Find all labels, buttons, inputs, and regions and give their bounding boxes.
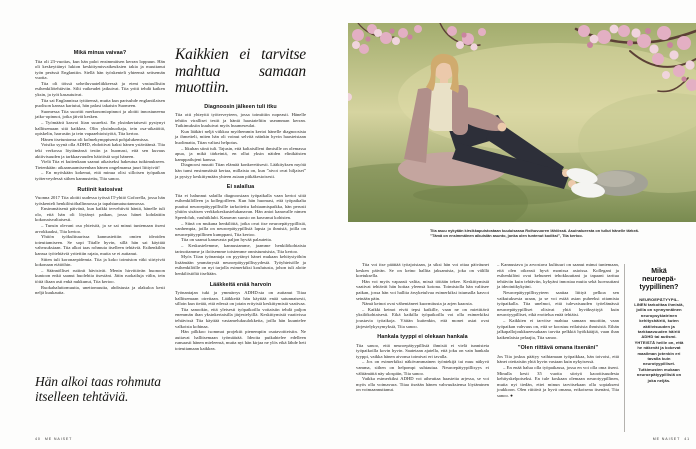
- section-body: [356, 343, 489, 393]
- paragraph: Tiia oli 23-vuotias, kun hän paloi ensimmäisen kerran loppuun. Hän oli keskeyttänyt lukion keskittymisvaikeuksien takia ja muuttanut työn perässä Englantiin. Siellä hän työskenteli yhteensä seitsemän vuotta.: [35, 58, 165, 81]
- paragraph: – Itkuhan siinä tuli. Tajusin, että kaltaisilleni ihmisille on olemassa apua, ja mikä tärkeintä, en ollut yksin näiden elinikäisten kamppailujeni kanssa.: [175, 145, 306, 162]
- section-body: [35, 59, 165, 182]
- sidebar-heading: Mikä neuroepätyypillinen?: [639, 268, 679, 292]
- paragraph: – Kaikki keinot eivät tepsi kaikille, vaan ne on mietittävä yksilökohtaisesti. Eikä kaikilla työpaikoilla voi olla esimerkiksi joustavia työaikoja. Väitän kuitenkin, että monet asiat ovat järjestelykysymyksiä, Tiia sanoo.: [356, 306, 489, 329]
- section-body: [35, 195, 165, 296]
- paragraph: Nämä keinot ovat vähentäneet kuormitusta ja arjen kaaosta.: [362, 301, 473, 307]
- page-number: 40: [35, 437, 41, 441]
- sidebar-body: NEUROEPÄTYYPILLINEN tarkoittaa ihmisiä, joilla on synnynnäinen neuropsykiatrinen kehityshäiriö, kuten aktiivisuuden ja tarkkaavuuden häiriö ADHD tai autismi. YHTEISTÄ heille on, että he näkevät ja kokevat maailman jotenkin eri tavalla kuin neurotyypilliset. Tutkimusten mukaan neuroepätyypillisiä on joka neljäs.: [634, 296, 684, 383]
- paragraph: Kun lääkäri neljä viikkoa myöhemmin kertoi hänelle diagnoosista ja ihmetteli, miten hän oli voinut selvitä näinkin hyvin haasteistaan huolimatta, Tiian valtasi helpotus.: [175, 128, 306, 145]
- paragraph: – En enää halua olla työpaikassa, jossa en voi olla oma itseni. Minulla kesti 35 vuotta siirtyä kaoottisuudesta kehityskelpoiseksi. En tule koskaan olemaan neurotyypillinen, mutta nyt tiedän, ettei minun tarvitsekaan olla sopiakseni joukkoon. Olen riittävä ja hyvä omana, erikoisena itsenäni, Tiia sanoo. ●: [497, 365, 619, 398]
- paragraph: Hänen itsetuntonsa oli kolmekymppisenä pohjalukemissa.: [41, 136, 149, 142]
- left-column-1: [35, 50, 165, 296]
- section-body: [356, 262, 489, 329]
- paragraph: Sitten tuli koronaepidemia. Tiia ja koko toimiston väki siirtyivät kokonaan etätöihin.: [35, 256, 165, 268]
- magazine-name: ME NAISET: [44, 437, 73, 441]
- paragraph: Voisiko syynä olla ADHD, ehdottivat kaksi hänen ystäväänsä. Tiia teki verkossa löytämänsä testin ja huomasi, että sen kuvaus aktiivisuuden ja tarkkaavuuden häiriöstä sopi häneen.: [35, 142, 165, 159]
- paragraph: – Kannustava ja arvostava kulttuuri on saanut minut tuntemaan, että olen oikeasti hyvä monissa asioissa. Kollegani ja esihenkilöni ovat kehuneet tehokkuuttani ja tapaani tarttua tehtäviin kuin tehtäviin, kykyäni innostaa muita sekä luovuuttani ja ideointikykyäni.: [497, 262, 619, 290]
- sidebar-factbox: [634, 268, 684, 383]
- photo: [348, 23, 696, 222]
- paragraph: Diagnoosi muutti Tiian elämää konkreettisesti. Lääkityksen myötä hän tunsi ensimmäistä kertaa, millaista on, kun ”aivot ovat hiljaiset” ja pystyy keskittymään yhteen asiaan pitkäkestoisesti.: [175, 162, 306, 179]
- paragraph: – Siinä on mukana henkilöitä, jotka ovat itse neuroepätyypillisiä, vanhempia, joilla on neuroepätyypillisiä lapsia ja ihmisiä, joilla on neuroepätyypillinen kumppani, Tiia kertoo.: [175, 220, 306, 237]
- section-body: [497, 262, 619, 340]
- paragraph: Tiia ei halunnut salailla diagnoosiaan työpaikalla vaan kertoi siitä esihenkilölleen ja kollegoilleen. Kun hän huomasi, että työpaikalta puuttui neuroepätyypillisille tarkoitettu kohtaamispaikka, hän perusti yhtiön sisäisen verkkokeskustelukanavan. Hän antoi kanavalle nimen Speedclub, vauhtiklubi. Kanavan suosio on kasvanut kohisten.: [175, 192, 306, 220]
- section-body: [175, 290, 306, 352]
- photo-illustration: [348, 23, 696, 222]
- photo-caption: Tiia asuu nykyään kirsikkapuistostaan kuuluisassa Roihuvuoren lähiössä. Asuinalueesta on tullut hänelle tärkeä. ”Tämä on ensimmäinen aikuisiän asunto, jonka olen tuntenut kodiksi”, Tiia kertoo.: [430, 228, 639, 238]
- paragraph: Tiia voi itse päättää työajoistaan, ja siksi hän voi ottaa päiväunet kesken päivän. Se on keino hallita jaksamista, joka on välillä koetuksella.: [356, 262, 489, 279]
- right-column-1: [356, 262, 489, 393]
- paragraph: – En myöskään kokenut, että minua olisi silloisen työpaikan työterveydessä siihen kannustettu, Tiia sanoo.: [35, 170, 165, 181]
- paragraph: Tiia sanoo, että neuroepätyypillisiä ihmisiä ei vielä tunnisteta työpaikoilla kovin hyvin. Saatetaan ajatella, että joku on vain hankala tyyppi, vaikka hänen aivonsa toimivat eri tavalla.: [356, 342, 489, 359]
- paragraph: Yhtiön työkulttuurissa kannustettiin omien ideoiden toteuttamiseen. Se sopi Tiialle hyvin, sillä hän sai käyttää vahvuuksiaan. Tiia alkoi taas rohmuta itselleen tehtäviä. Esihenkilön kanssa työtehtäviä yritettiin rajata, mutta se ei auttanut.: [35, 234, 165, 256]
- paragraph: Neuroepätyypillisyyteen saattaa liittyä pelkoa sen vaikutuksesta uraan, ja se voi estää asian puheeksi ottamista työpaikalla. Tiia unelmoi, että tulevaisuuden työelämässä neuroepätyypilliset olisivat yhtä hyväksyttyjä kuin neurotyypilliset, eikä erottelua enää tehtäisi.: [497, 289, 619, 318]
- paragraph: Jos Tiia joskus päätyy vaihtamaan työpaikkaa, hän toivoisi, että hänet otettaisiin yhtä hyvin vastaan kuin nykyisessä.: [497, 353, 619, 365]
- paragraph: – Keskustelemme, kannustamme, jaamme henkilökohtaisia tarinoitamme ja iloitsemme toistemme onnistumisista, Tiia kertoo.: [175, 242, 306, 254]
- paragraph: Ruokahaluttomuutta, unettomuutta, ahdistusta ja alakuloa kesti neljä kuukautta.: [35, 284, 165, 296]
- section-heading: Mikä minua vaivaa?: [73, 50, 127, 56]
- paragraph: – Tunsin olevani osa yhteisöä, ja se sai minut tuntemaan itseni arvokkaaksi, Tiia kertoo.: [35, 223, 165, 234]
- paragraph: Ensimmäisenä päivänä, kun kaikki tervehtivät häntä, hänelle tuli olo, että hän oli löytänyt paikan, jossa hänet kohdattiin kokonaisvaltaisesti.: [35, 206, 165, 223]
- paragraph: Suomessa Tiia suoritti merkonomiopinnot ja aloitti innostuneena jatko-opinnot, jotka jäivät kesken.: [35, 108, 165, 120]
- section-heading: Diagnoosin jälkeen tuli itku: [204, 103, 277, 110]
- right-column-2: [497, 262, 619, 399]
- sidebar-divider: [624, 264, 625, 432]
- paragraph: Vaikka esimerkiksi ADHD voi aiheuttaa haasteita arjessa, se voi myös olla voimavara. Tiiaa itseään hänen vahvuuksiensa löytäminen on voimaannuttanut.: [356, 376, 489, 393]
- paragraph: Työnantajan tuki ja ymmärrys ADHD:sta on auttanut Tiiaa hallitsemaan oireitaan. Lääkkeitä hän käyttää enää satunnaisesti, silloin kun tietää, että edessä on jotain erityistä keskittymistä vaativaa.: [175, 290, 306, 307]
- paragraph: Vuonna 2017 Tiia aloitti uudessa työssä IT-yhtiö Goforella, jossa hän työskenteli henkilöstöhallinnossa ja tapahtumatuotannossa.: [35, 195, 165, 206]
- paragraph: Vielä Tiia ei kuitenkaan saanut aikaiseksi hakeutua tutkimukseen. Tietenkään: aikaansaamiseenhan hänen ongelmansa juuri liittyivät!: [35, 159, 165, 170]
- section-heading: Ei salailua: [226, 184, 255, 191]
- paragraph: – Jos on esimerkiksi näkövammainen työntekijä tai muu näkyvä vamma, siihen on helpompi suhtautua. Neuroepätyypillisyys ei välttämättä näy ulospäin, Tiia sanoo.: [356, 359, 489, 376]
- paragraph: Myös Tiian työnantaja on pyytänyt hänet mukaan kehitystyöhön lisäämään ymmärrystä neuroepätyypillisyydestä. Työyhteisölle ja esihenkilöille on nyt tarjolla esimerkiksi koulutusta, johon tuli aloite henkilöstöltä itseltään.: [175, 254, 306, 276]
- section-heading: ”Olen riittävä omana itsenäni”: [517, 345, 599, 352]
- section-heading: Rutiinit katosivat: [77, 186, 123, 193]
- right-page: [348, 0, 696, 449]
- pull-quote: Hän alkoi taas rohmuta itselleen tehtäviä.: [35, 374, 161, 404]
- right-page-footer: [600, 437, 690, 441]
- section-body: [175, 112, 306, 179]
- magazine-name: ME NAISET: [652, 437, 681, 441]
- left-page-footer: [35, 437, 72, 441]
- paragraph: – Säännölliset rutiinit hävisivät. Menin hirvittävän huonoon kuntoon enkä saanut huolehtia itsestäni. Jätin ruokailuja välin, tein töitä iltaan asti enkä nukkunut, Tiia kertoo.: [35, 267, 165, 284]
- left-column-2: [175, 47, 306, 352]
- paragraph: Tiia on saanut kanavasta paljon hyvää palautetta.: [181, 237, 272, 243]
- paragraph: – Kaikkien ei tarvitse mahtua samaan muottiin, vaan työpaikan vahvuus on, että se koostuu erilaisista ihmisistä. Eihän jalkapallojoukkueessakaan tarvita pelkkiä hyökkääjiä, vaan ihan kaikenlaisia pelaajia, Tiia sanoo.: [497, 317, 619, 340]
- section-body: [497, 354, 619, 399]
- paragraph: Hän voi myös vapaasti valita, missä töitään tekee. Keskittymistä vaativat tehtävät hän hoitaa yleensä kotona. Toimistolla hän valitsee paikan, jossa hän voi hallita ärsyketulvaa esimerkiksi istumalla kasvot seinään päin.: [356, 278, 489, 301]
- section-heading: Hankala tyyppi ei olekaan hankala: [377, 334, 468, 341]
- section-heading: Lääkkeitä enää harvoin: [209, 281, 272, 288]
- paragraph: Tiia otti yhteyttä työterveyteen, jossa toimittiin nopeasti. Hänelle tehtiin viralliset testit ja häntä haastateltiin useamman kerran. Tutkimuksiin kuuluivat myös huumeseulat.: [175, 112, 306, 129]
- paragraph: Tiia sanookin, että yleisesti työpaikoilla voitaisiin tehdä paljon enemmän ihan yksinkertaisilla järjestelyillä. Keskittymistä vaativissa tehtävissä Tiia käyttää vastamelukuulokkeita, joilla hän kuuntelee valkoista kohinaa.: [175, 306, 306, 329]
- page-number: 41: [684, 437, 690, 441]
- paragraph: Tiia oli töissä urheiluvaateliikkeessä ja eteni vastuullisiin esihenkilötehtäviin. Silti vaikeudet jatkuivat. Tiia yritti tehdä kaiken yksin, ja työt kasautuivat.: [35, 80, 165, 98]
- paragraph: Tiia sai Englannissa tyttärensä, mutta kun parisuhde englantilaisen puolison kanssa kariutui, hän palasi takaisin Suomeen.: [35, 97, 165, 109]
- section-body: [175, 193, 306, 277]
- paragraph: – Työmäärä kasvoi liian suureksi. En yksinkertaisesti pystynyt hallitsemaan sitä kaikkea. Olin yksinhuoltaja, tein osa-aikatöitä, opiskelin, harrastin ja tein vapaaehtoistyötä, Tiia kertoo.: [35, 120, 165, 137]
- display-heading: Kaikkien ei tarvitse mahtua samaan muottiin.: [175, 46, 306, 96]
- paragraph: Hän pilkkoo isommat projektit pienempiin osatavoitteisiin. Ne auttavat hallitsemaan työmäärää. Ideoita putkahtelee edelleen runsaasti hänen mieleensä, mutta nyt hän kirjaa ne ylös eikä lähde heti toteuttamaan kaikkea.: [175, 329, 306, 351]
